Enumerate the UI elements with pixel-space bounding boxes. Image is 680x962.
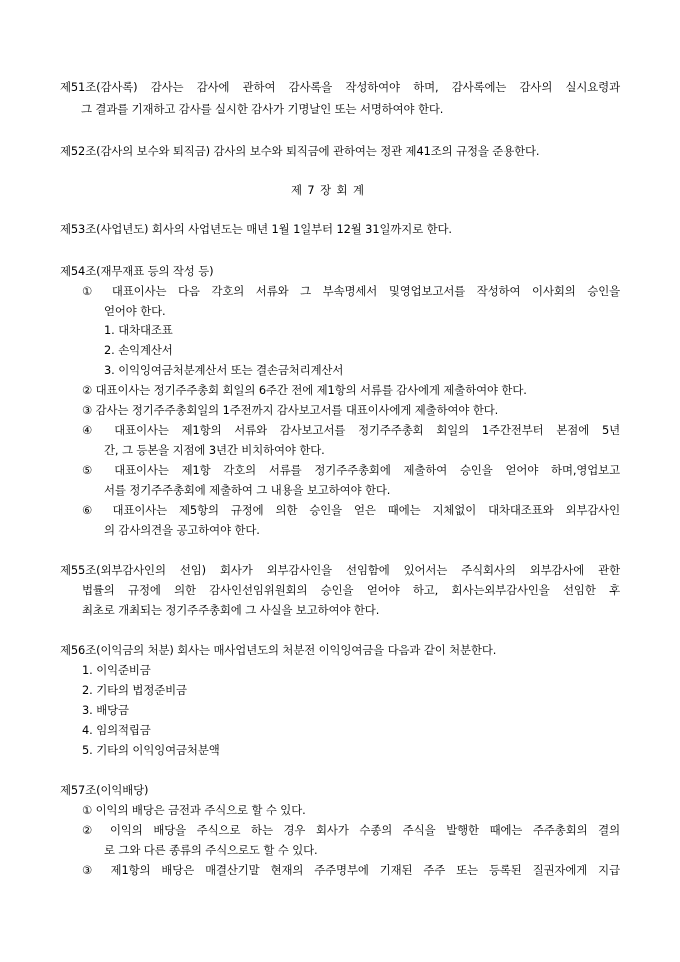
article-54-para-4-line-1: ④ 대표이사는 제1항의 서류와 감사보고서를 정기주주총회 회일의 1주간전부터 본점에 5년 <box>82 423 620 437</box>
article-56-item-2: 2. 기타의 법정준비금 <box>82 683 187 697</box>
article-54-item-1: 1. 대차대조표 <box>104 323 173 337</box>
article-51-line-2: 그 결과를 기재하고 감사를 실시한 감사가 기명날인 또는 서명하여야 한다. <box>81 102 444 116</box>
article-54-para-6-line-1: ⑥ 대표이사는 제5항의 규정에 의한 승인을 얻은 때에는 지체없이 대차대조표와 외부감사인 <box>82 503 620 517</box>
article-52: 제52조(감사의 보수와 퇴직금) 감사의 보수와 퇴직금에 관하여는 정관 제41조의 규정을 준용한다. <box>60 144 540 158</box>
article-54-para-3: ③ 감사는 정기주주총회일의 1주전까지 감사보고서를 대표이사에게 제출하여야 한다. <box>82 403 499 417</box>
article-54-para-5-line-1: ⑤ 대표이사는 제1항 각호의 서류를 정기주주총회에 제출하여 승인을 얻어야 하며,영업보고 <box>82 463 620 477</box>
article-51-line-1: 제51조(감사록) 감사는 감사에 관하여 감사록을 작성하여야 하며, 감사록에는 감사의 실시요령과 <box>60 80 620 94</box>
article-55-line-3: 최초로 개최되는 정기주주총회에 그 사실을 보고하여야 한다. <box>82 603 380 617</box>
article-54-para-2: ② 대표이사는 정기주주총회 회일의 6주간 전에 제1항의 서류를 감사에게 제출하여야 한다. <box>82 383 527 397</box>
article-54-para-6-line-2: 의 감사의견을 공고하여야 한다. <box>104 523 260 537</box>
article-57-para-2-line-2: 로 그와 다른 종류의 주식으로도 할 수 있다. <box>104 843 318 857</box>
article-55-line-2: 법률의 규정에 의한 감사인선임위원회의 승인을 얻어야 하고, 회사는외부감사인을 선임한 후 <box>82 583 620 597</box>
article-56-title: 제56조(이익금의 처분) 회사는 매사업년도의 처분전 이익잉여금을 다음과 같이 처분한다. <box>60 643 497 657</box>
article-54-item-2: 2. 손익계산서 <box>104 343 173 357</box>
article-54-para-4-line-2: 간, 그 등본을 지점에 3년간 비치하여야 한다. <box>104 443 325 457</box>
article-56-item-1: 1. 이익준비금 <box>82 663 151 677</box>
article-56-item-3: 3. 배당금 <box>82 703 129 717</box>
article-55-line-1: 제55조(외부감사인의 선임) 회사가 외부감사인을 선임함에 있어서는 주식회사의 외부감사에 관한 <box>60 563 620 577</box>
article-56-item-4: 4. 임의적립금 <box>82 723 151 737</box>
article-54-item-3: 3. 이익잉여금처분계산서 또는 결손금처리계산서 <box>104 363 344 377</box>
article-57-para-1: ① 이익의 배당은 금전과 주식으로 할 수 있다. <box>82 803 306 817</box>
article-54-para-5-line-2: 서를 정기주주총회에 제출하여 그 내용을 보고하여야 한다. <box>104 483 391 497</box>
article-57-title: 제57조(이익배당) <box>60 783 149 797</box>
article-56-item-5: 5. 기타의 이익잉여금처분액 <box>82 743 220 757</box>
article-54-title: 제54조(재무재표 등의 작성 등) <box>60 264 214 278</box>
article-53: 제53조(사업년도) 회사의 사업년도는 매년 1월 1일부터 12월 31일까지로 한다. <box>60 222 452 236</box>
article-57-para-2-line-1: ② 이익의 배당을 주식으로 하는 경우 회사가 수종의 주식을 발행한 때에는 주주총회의 결의 <box>82 823 620 837</box>
article-57-para-3-line-1: ③ 제1항의 배당은 매결산기말 현재의 주주명부에 기재된 주주 또는 등록된 질권자에게 지급 <box>82 863 620 877</box>
article-54-para-1-line-1: ① 대표이사는 다음 각호의 서류와 그 부속명세서 및영업보고서를 작성하여 이사회의 승인을 <box>82 284 620 298</box>
article-54-para-1-line-2: 얻어야 한다. <box>104 304 166 318</box>
chapter-7-heading: 제 7 장 회 계 <box>291 183 364 197</box>
